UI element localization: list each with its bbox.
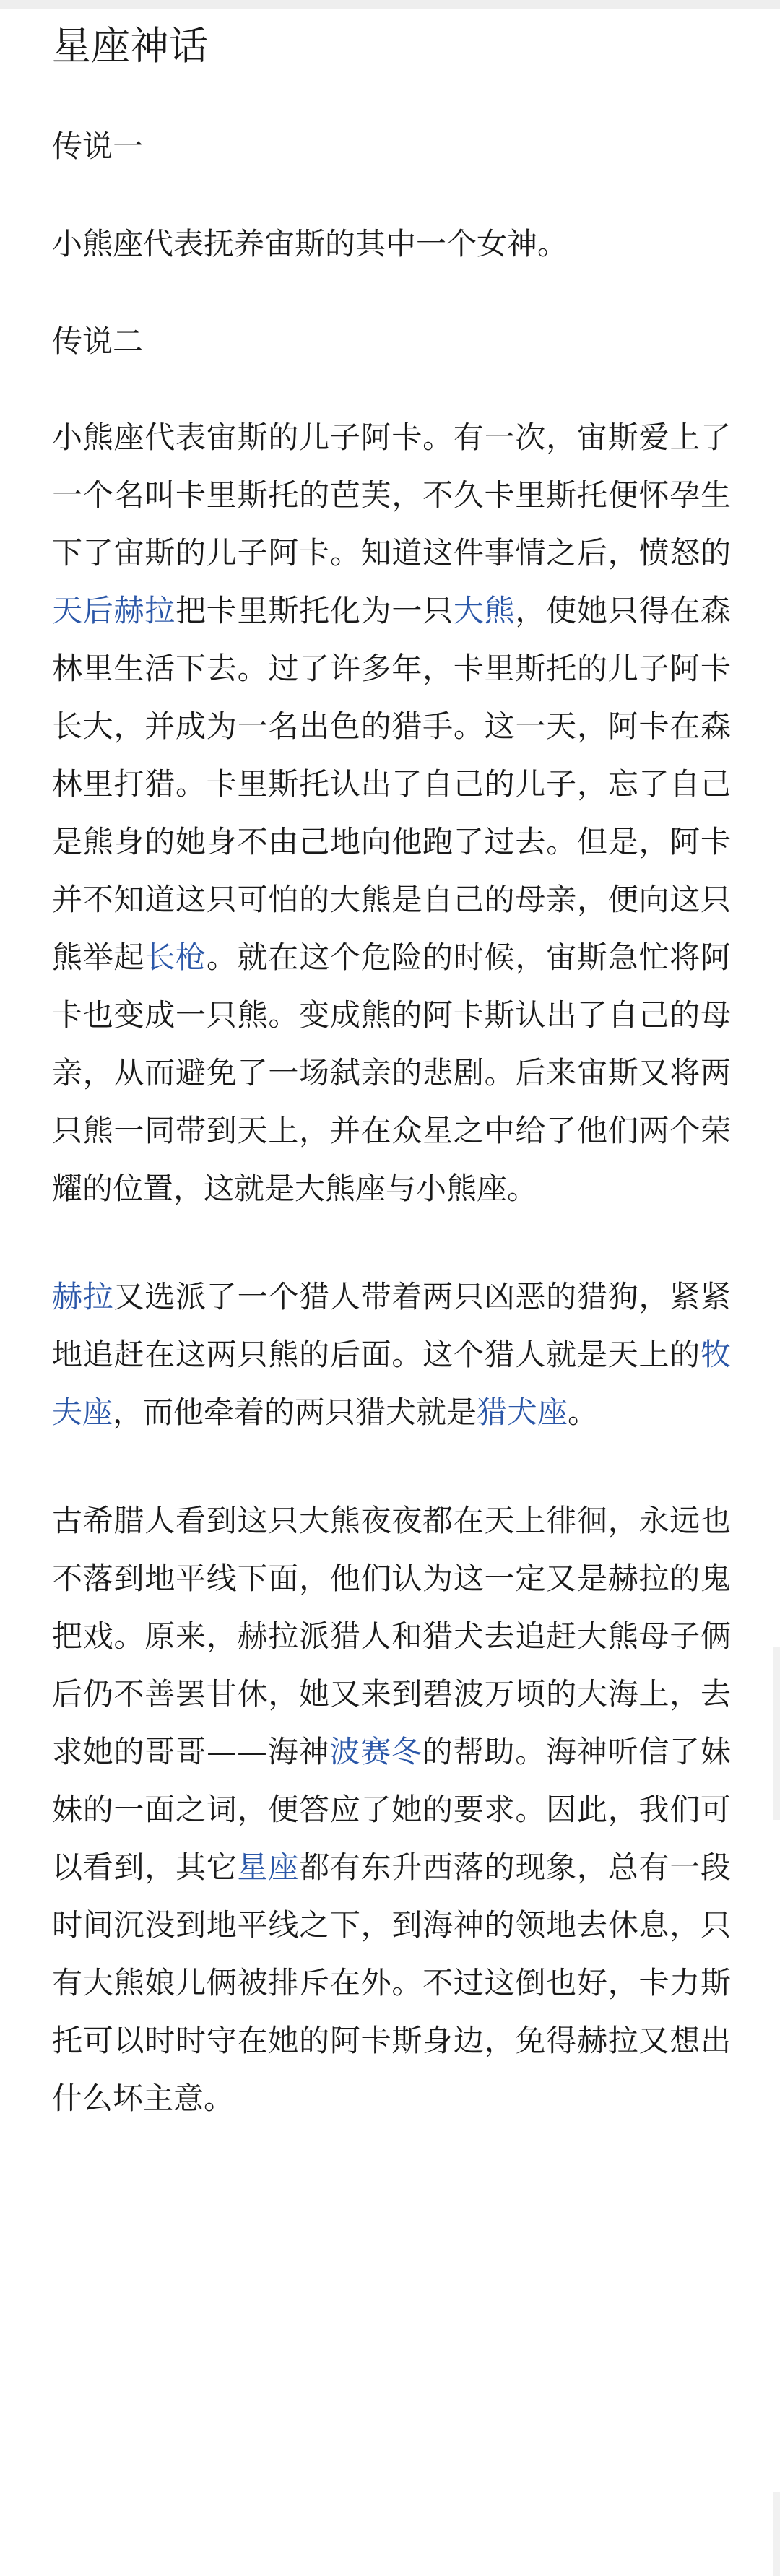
paragraph-1 — [52, 409, 731, 1218]
paragraph-2 — [52, 1268, 731, 1441]
link-liequanzuo[interactable]: 猎犬座 — [477, 1395, 568, 1430]
scrollbar-track[interactable] — [773, 1647, 780, 1820]
paragraph-1-text-2: 把卡里斯托化为一只 — [176, 593, 454, 628]
link-changqiang[interactable]: 长枪 — [144, 940, 207, 975]
paragraph-2-text-1: 又选派了一个猎人带着两只凶恶的猎狗，紧紧地追赶在这两只熊的后面。这个猎人就是天上的 — [52, 1279, 731, 1372]
link-tianhou-hela[interactable]: 天后赫拉 — [52, 593, 176, 628]
paragraph-2-text-2: ，而他牵着的两只猎犬就是 — [113, 1395, 477, 1430]
legend-1-heading: 传说一 — [52, 129, 144, 164]
paragraph-1-text-4: 。就在这个危险的时候，宙斯急忙将阿卡也变成一只熊。变成熊的阿卡斯认出了自己的母亲，从而避免了一场弑亲的悲剧。后来宙斯又将两只熊一同带到天上，并在众星之中给了他们两个荣耀的位置，这就是大熊座与小熊座。 — [52, 940, 731, 1206]
paragraph-3-text-3: 都有东升西落的现象，总有一段时间沉没到地平线之下，到海神的领地去休息，只有大熊娘儿俩被排斥在外。不过这倒也好，卡力斯托可以时时守在她的阿卡斯身边，免得赫拉又想出什么坏主意。 — [52, 1849, 731, 2116]
link-daxiong[interactable]: 大熊 — [453, 593, 516, 628]
paragraph-3-text-1: 古希腊人看到这只大熊夜夜都在天上徘徊，永远也不落到地平线下面，他们认为这一定又是赫拉的鬼把戏。原来，赫拉派猎人和猎犬去追赶大熊母子俩后仍不善罢甘休，她又来到碧波万顷的大海上，去求她的哥哥——海神 — [52, 1503, 731, 1769]
legend-2-heading: 传说二 — [52, 324, 144, 359]
page-title: 星座神话 — [52, 23, 208, 69]
top-divider — [0, 0, 780, 9]
paragraph-1-text-1: 小熊座代表宙斯的儿子阿卡。有一次，宙斯爱上了一个名叫卡里斯托的芭芙，不久卡里斯托便怀孕生下了宙斯的儿子阿卡。知道这件事情之后，愤怒的 — [52, 420, 731, 571]
article-body — [52, 20, 731, 2128]
paragraph-2-text-3: 。 — [568, 1395, 599, 1430]
link-hela[interactable]: 赫拉 — [52, 1279, 114, 1314]
legend-1-text: 小熊座代表抚养宙斯的其中一个女神。 — [52, 226, 568, 261]
paragraph-3 — [52, 1492, 731, 2128]
scrollbar-track-lower[interactable] — [773, 2492, 780, 2576]
paragraph-1-text-3: ，使她只得在森林里生活下去。过了许多年，卡里斯托的儿子阿卡长大，并成为一名出色的猎手。这一天，阿卡在森林里打猎。卡里斯托认出了自己的儿子，忘了自己是熊身的她身不由己地向他跑了过去。但是，阿卡并不知道这只可怕的大熊是自己的母亲，便向这只熊举起 — [52, 593, 731, 975]
paragraph-3-text-2: 的帮助。海神听信了妹妹的一面之词，便答应了她的要求。因此，我们可以看到，其它 — [52, 1734, 731, 1885]
link-xingzuo[interactable]: 星座 — [237, 1849, 300, 1885]
link-bosaidong[interactable]: 波赛冬 — [329, 1734, 422, 1769]
link-mufuzuo[interactable]: 牧夫座 — [52, 1337, 731, 1430]
